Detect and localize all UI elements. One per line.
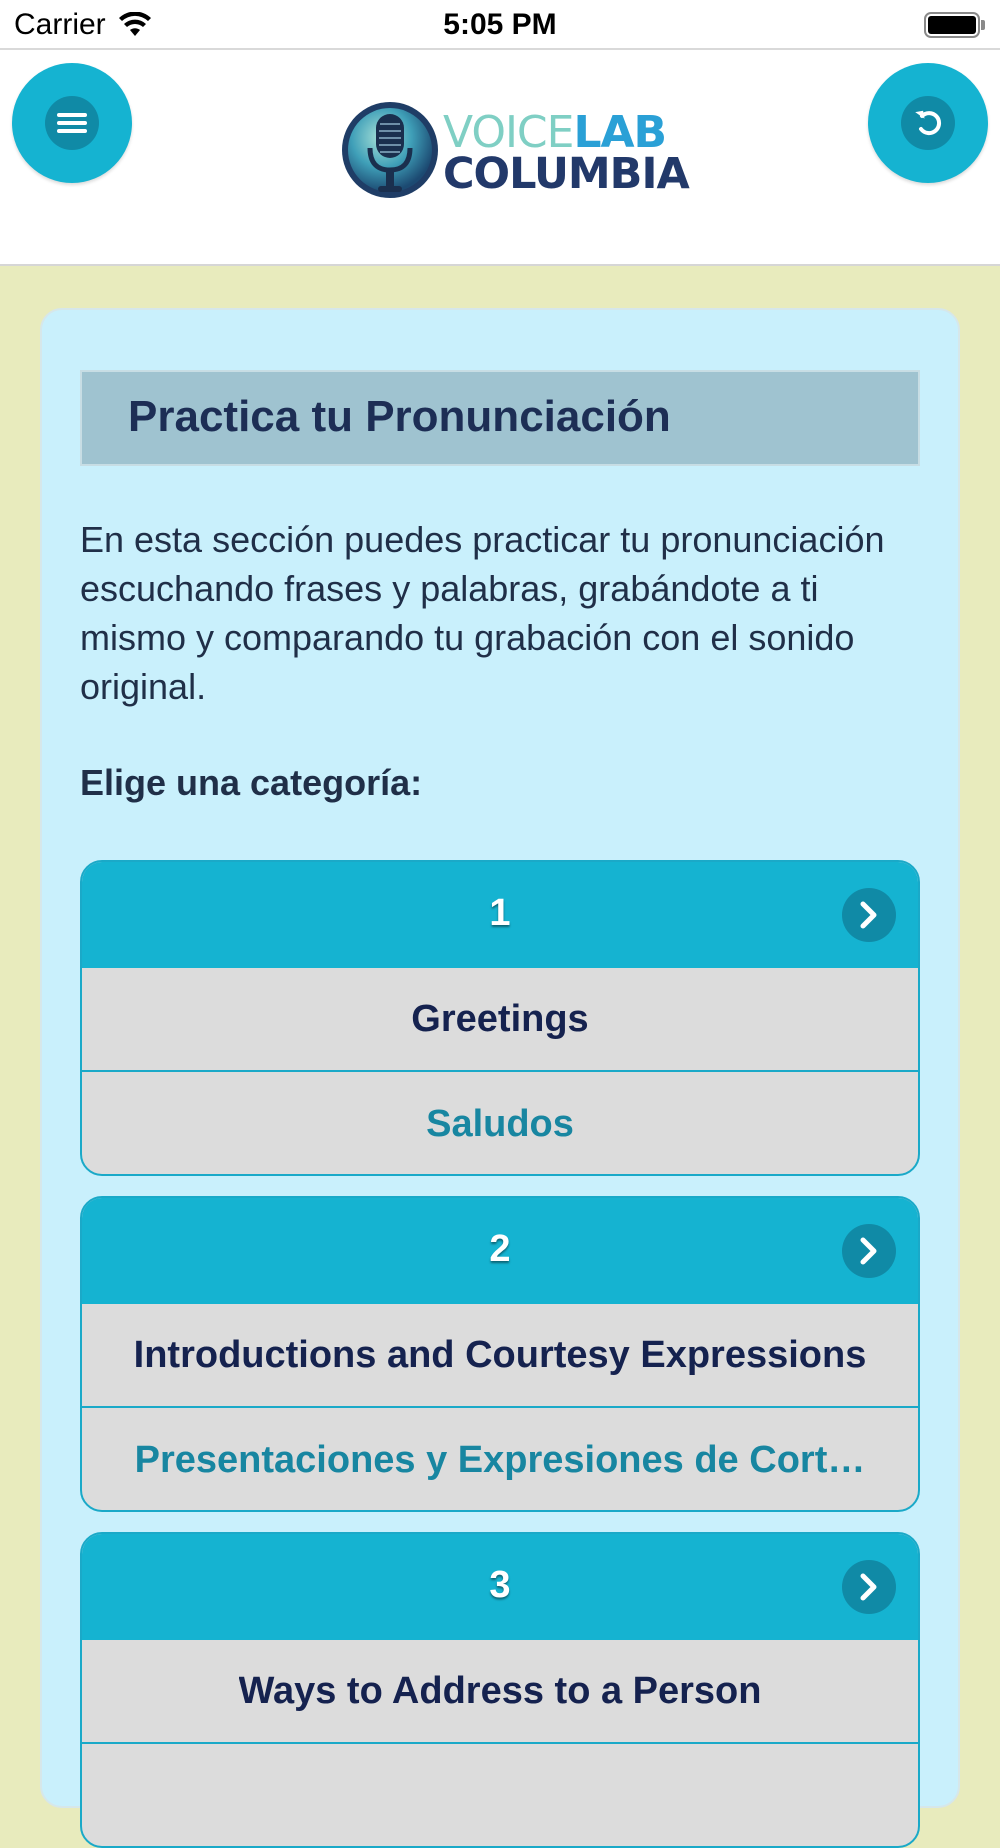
content-card xyxy=(40,308,960,1808)
page-title: Practica tu Pronunciación xyxy=(128,392,671,441)
voicelab-logo xyxy=(340,100,689,202)
chevron-right-icon[interactable] xyxy=(842,1560,896,1614)
app-header xyxy=(0,50,1000,266)
category-spanish-label xyxy=(82,1744,918,1848)
category-card-1[interactable] xyxy=(80,860,920,1176)
menu-icon xyxy=(45,96,99,150)
menu-button[interactable] xyxy=(12,63,132,183)
logo-wordmark-bottom: COLUMBIA xyxy=(443,149,689,199)
back-button[interactable] xyxy=(868,63,988,183)
category-english-label: Introductions and Courtesy Expressions xyxy=(82,1304,918,1408)
battery-icon xyxy=(924,12,986,38)
category-header xyxy=(82,1198,918,1304)
category-number: 3 xyxy=(489,1564,511,1606)
category-english-label: Ways to Address to a Person xyxy=(82,1640,918,1744)
microphone-logo-icon xyxy=(340,100,440,200)
category-card-2[interactable] xyxy=(80,1196,920,1512)
undo-icon xyxy=(901,96,955,150)
clock: 5:05 PM xyxy=(443,8,557,41)
category-heading: Elige una categoría: xyxy=(80,762,423,803)
category-spanish-label: Presentaciones y Expresiones de Cort… xyxy=(134,1438,866,1481)
carrier-label: Carrier xyxy=(14,8,106,41)
logo-wordmark-top: VOICELAB xyxy=(443,107,667,158)
intro-text: En esta sección puedes practicar tu pronunciación escuchando frases y palabras, grabándote a ti mismo y comparando tu grabación con el sonido original. xyxy=(80,519,885,707)
category-header xyxy=(82,862,918,968)
chevron-right-icon[interactable] xyxy=(842,888,896,942)
status-bar xyxy=(0,0,1000,50)
category-card-3[interactable] xyxy=(80,1532,920,1848)
category-number: 1 xyxy=(489,892,511,934)
category-number: 2 xyxy=(489,1228,511,1270)
chevron-right-icon[interactable] xyxy=(842,1224,896,1278)
page-title-box xyxy=(80,370,920,466)
category-spanish-label: Saludos xyxy=(426,1102,574,1145)
category-english-label: Greetings xyxy=(82,968,918,1072)
category-header xyxy=(82,1534,918,1640)
